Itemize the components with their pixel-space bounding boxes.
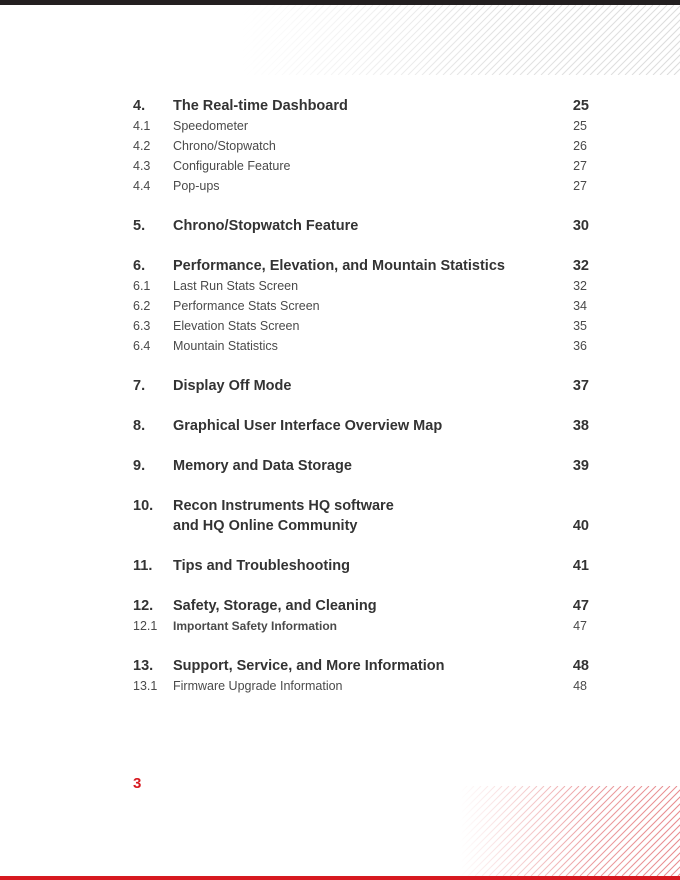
hatch-line — [289, 5, 359, 75]
hatch-line — [303, 5, 373, 75]
hatch-line — [296, 5, 366, 75]
toc-entry-number: 5. — [133, 218, 146, 234]
hatch-line — [345, 5, 415, 75]
hatch-line — [429, 5, 499, 75]
hatch-line — [618, 5, 680, 75]
decorative-hatch-top — [240, 5, 680, 75]
hatch-line — [240, 5, 247, 75]
toc-section-row[interactable] — [133, 656, 589, 676]
toc-section-row[interactable] — [133, 256, 589, 276]
toc-entry-page: 39 — [572, 458, 589, 474]
toc-entry-number: 4.4 — [133, 179, 151, 193]
toc-entry-page: 25 — [573, 119, 587, 133]
hatch-line — [527, 5, 597, 75]
hatch-line — [615, 786, 680, 876]
toc-subsection-row[interactable] — [133, 616, 589, 636]
toc-entry-title: Configurable Feature — [173, 159, 291, 173]
toc-entry-page: 48 — [572, 658, 589, 674]
hatch-line — [657, 786, 680, 876]
hatch-line — [548, 5, 618, 75]
toc-entry-number: 6.1 — [133, 279, 151, 293]
toc-entry-number: 12.1 — [133, 619, 158, 633]
toc-subsection-row[interactable] — [133, 156, 589, 176]
toc-entry-title: Elevation Stats Screen — [173, 319, 300, 333]
hatch-line — [482, 786, 572, 876]
toc-section-row[interactable] — [133, 596, 589, 616]
toc-entry-number: 6.4 — [133, 339, 151, 353]
toc-section-row[interactable] — [133, 516, 589, 536]
hatch-line — [460, 786, 530, 876]
hatch-line — [460, 786, 474, 876]
hatch-line — [240, 5, 303, 75]
toc-entry-title: Tips and Troubleshooting — [173, 558, 350, 574]
hatch-line — [352, 5, 422, 75]
toc-entry-page: 36 — [573, 339, 587, 353]
hatch-line — [601, 786, 680, 876]
hatch-line — [373, 5, 443, 75]
hatch-line — [636, 786, 680, 876]
hatch-line — [552, 786, 642, 876]
toc-subsection-row[interactable] — [133, 336, 589, 356]
toc-entry-page: 27 — [573, 179, 587, 193]
toc-entry-title: and HQ Online Community — [173, 518, 358, 534]
toc-entry-page: 38 — [572, 418, 589, 434]
hatch-line — [583, 5, 653, 75]
toc-entry-number: 6.3 — [133, 319, 151, 333]
hatch-line — [492, 5, 562, 75]
toc-entry-number: 10. — [133, 498, 154, 514]
toc-entry-page: 37 — [572, 378, 589, 394]
hatch-line — [517, 786, 607, 876]
decorative-hatch-bottom — [460, 786, 680, 876]
toc-entry-number: 11. — [133, 558, 153, 574]
hatch-line — [520, 5, 590, 75]
hatch-line — [380, 5, 450, 75]
hatch-line — [460, 786, 481, 876]
hatch-line — [674, 5, 680, 75]
hatch-line — [460, 786, 467, 876]
hatch-line — [401, 5, 471, 75]
page-number: 3 — [133, 775, 142, 792]
hatch-line — [366, 5, 436, 75]
hatch-line — [422, 5, 492, 75]
toc-subsection-row[interactable] — [133, 316, 589, 336]
hatch-line — [359, 5, 429, 75]
toc-gap — [133, 536, 589, 556]
hatch-line — [460, 786, 544, 876]
hatch-line — [671, 786, 680, 876]
hatch-line — [629, 786, 680, 876]
hatch-line — [646, 5, 680, 75]
toc-gap — [133, 636, 589, 656]
hatch-line — [247, 5, 317, 75]
hatch-line — [503, 786, 593, 876]
toc-section-row[interactable] — [133, 96, 589, 116]
toc-entry-title: Important Safety Information — [173, 619, 338, 633]
toc-entry-title: Mountain Statistics — [173, 339, 278, 353]
hatch-line — [513, 5, 583, 75]
hatch-line — [436, 5, 506, 75]
toc-gap — [133, 436, 589, 456]
toc-gap — [133, 356, 589, 376]
hatch-line — [268, 5, 338, 75]
hatch-line — [471, 5, 541, 75]
toc-entry-page: 47 — [572, 598, 589, 614]
hatch-line — [240, 5, 289, 75]
hatch-line — [632, 5, 680, 75]
hatch-line — [457, 5, 527, 75]
toc-entry-number: 13. — [133, 658, 154, 674]
toc-entry-title: The Real-time Dashboard — [173, 98, 348, 114]
hatch-line — [569, 5, 639, 75]
hatch-line — [461, 786, 551, 876]
toc-entry-number: 6.2 — [133, 299, 151, 313]
toc-entry-title: Pop-ups — [173, 179, 220, 193]
toc-entry-page: 32 — [572, 258, 589, 274]
hatch-line — [625, 5, 680, 75]
hatch-line — [240, 5, 268, 75]
toc-entry-number: 9. — [133, 458, 146, 474]
toc-entry-page: 32 — [573, 279, 587, 293]
hatch-line — [460, 786, 523, 876]
hatch-line — [475, 786, 565, 876]
toc-entry-title: Recon Instruments HQ software — [173, 498, 394, 514]
hatch-line — [534, 5, 604, 75]
hatch-line — [240, 5, 254, 75]
hatch-line — [254, 5, 324, 75]
hatch-line — [566, 786, 656, 876]
toc-entry-number: 4.1 — [133, 119, 151, 133]
toc-subsection-row[interactable] — [133, 676, 589, 696]
hatch-line — [590, 5, 660, 75]
hatch-line — [650, 786, 680, 876]
hatch-line — [538, 786, 628, 876]
toc-entry-title: Last Run Stats Screen — [173, 279, 299, 293]
hatch-line — [506, 5, 576, 75]
top-border-bar — [0, 0, 680, 5]
toc-entry-title: Performance, Elevation, and Mountain Statistics — [173, 258, 505, 274]
bottom-border-bar — [0, 876, 680, 880]
toc-entry-number: 4. — [133, 98, 146, 114]
hatch-line — [499, 5, 569, 75]
toc-entry-page: 26 — [573, 139, 587, 153]
hatch-line — [587, 786, 677, 876]
hatch-line — [240, 5, 310, 75]
hatch-line — [597, 5, 667, 75]
toc-subsection-row[interactable] — [133, 276, 589, 296]
toc-entry-title: Chrono/Stopwatch — [173, 139, 276, 153]
toc-entry-number: 13.1 — [133, 679, 158, 693]
toc-entry-title: Support, Service, and More Information — [173, 658, 445, 674]
hatch-line — [580, 786, 670, 876]
toc-entry-title: Performance Stats Screen — [173, 299, 320, 313]
hatch-line — [261, 5, 331, 75]
hatch-line — [394, 5, 464, 75]
toc-entry-title: Display Off Mode — [173, 378, 292, 394]
hatch-line — [450, 5, 520, 75]
toc-entry-number: 4.3 — [133, 159, 151, 173]
hatch-line — [653, 5, 680, 75]
hatch-line — [496, 786, 586, 876]
toc-section-row[interactable] — [133, 376, 589, 396]
hatch-line — [622, 786, 680, 876]
hatch-line — [489, 786, 579, 876]
hatch-line — [468, 786, 558, 876]
hatch-line — [510, 786, 600, 876]
hatch-line — [460, 786, 488, 876]
toc-entry-page: 30 — [572, 218, 589, 234]
hatch-line — [317, 5, 387, 75]
hatch-line — [667, 5, 680, 75]
toc-entry-title: Memory and Data Storage — [173, 458, 352, 474]
hatch-line — [460, 786, 516, 876]
hatch-line — [240, 5, 282, 75]
toc-entry-title: Graphical User Interface Overview Map — [173, 418, 443, 434]
hatch-line — [639, 5, 680, 75]
toc-entry-number: 7. — [133, 378, 146, 394]
toc-section-row[interactable] — [133, 216, 589, 236]
hatch-line — [408, 5, 478, 75]
hatch-line — [643, 786, 680, 876]
toc-section-row[interactable] — [133, 496, 589, 516]
toc-entry-page: 25 — [572, 98, 589, 114]
hatch-line — [460, 786, 495, 876]
toc-gap — [133, 396, 589, 416]
hatch-line — [604, 5, 674, 75]
hatch-line — [555, 5, 625, 75]
hatch-line — [275, 5, 345, 75]
hatch-line — [664, 786, 680, 876]
hatch-line — [545, 786, 635, 876]
hatch-line — [524, 786, 614, 876]
hatch-line — [338, 5, 408, 75]
toc-subsection-row[interactable] — [133, 116, 589, 136]
hatch-line — [240, 5, 296, 75]
hatch-line — [576, 5, 646, 75]
toc-section-row[interactable] — [133, 556, 589, 576]
hatch-line — [464, 5, 534, 75]
hatch-line — [478, 5, 548, 75]
hatch-line — [559, 786, 649, 876]
toc-entry-number: 12. — [133, 598, 154, 614]
toc-entry-page: 35 — [573, 319, 587, 333]
toc-gap — [133, 576, 589, 596]
toc-entry-title: Safety, Storage, and Cleaning — [173, 598, 377, 614]
hatch-line — [485, 5, 555, 75]
hatch-line — [531, 786, 621, 876]
hatch-line — [240, 5, 261, 75]
hatch-line — [415, 5, 485, 75]
toc-subsection-row[interactable] — [133, 136, 589, 156]
toc-entry-number: 6. — [133, 258, 146, 274]
hatch-line — [541, 5, 611, 75]
hatch-line — [573, 786, 663, 876]
toc-entry-page: 41 — [572, 558, 589, 574]
toc-entry-title: Chrono/Stopwatch Feature — [173, 218, 359, 234]
hatch-line — [562, 5, 632, 75]
hatch-line — [240, 5, 275, 75]
hatch-line — [460, 786, 509, 876]
toc-section-row[interactable] — [133, 416, 589, 436]
toc-gap — [133, 236, 589, 256]
toc-subsection-row[interactable] — [133, 296, 589, 316]
hatch-line — [443, 5, 513, 75]
hatch-line — [460, 786, 502, 876]
toc-entry-title: Speedometer — [173, 119, 249, 133]
hatch-line — [387, 5, 457, 75]
hatch-line — [660, 5, 680, 75]
toc-entry-page: 34 — [573, 299, 587, 313]
hatch-line — [460, 786, 537, 876]
toc-entry-number: 4.2 — [133, 139, 151, 153]
toc-gap — [133, 196, 589, 216]
toc-gap — [133, 476, 589, 496]
toc-entry-number: 8. — [133, 418, 146, 434]
hatch-line — [282, 5, 352, 75]
hatch-line — [331, 5, 401, 75]
hatch-line — [611, 5, 680, 75]
toc-entry-page: 27 — [573, 159, 587, 173]
toc-section-row[interactable] — [133, 456, 589, 476]
toc-entry-page: 40 — [572, 518, 589, 534]
toc-entry-title: Firmware Upgrade Information — [173, 679, 343, 693]
hatch-line — [310, 5, 380, 75]
toc-entry-page: 48 — [573, 679, 587, 693]
table-of-contents — [133, 96, 589, 696]
hatch-line — [594, 786, 680, 876]
toc-entry-page: 47 — [573, 619, 587, 633]
hatch-line — [324, 5, 394, 75]
toc-subsection-row[interactable] — [133, 176, 589, 196]
hatch-line — [608, 786, 680, 876]
